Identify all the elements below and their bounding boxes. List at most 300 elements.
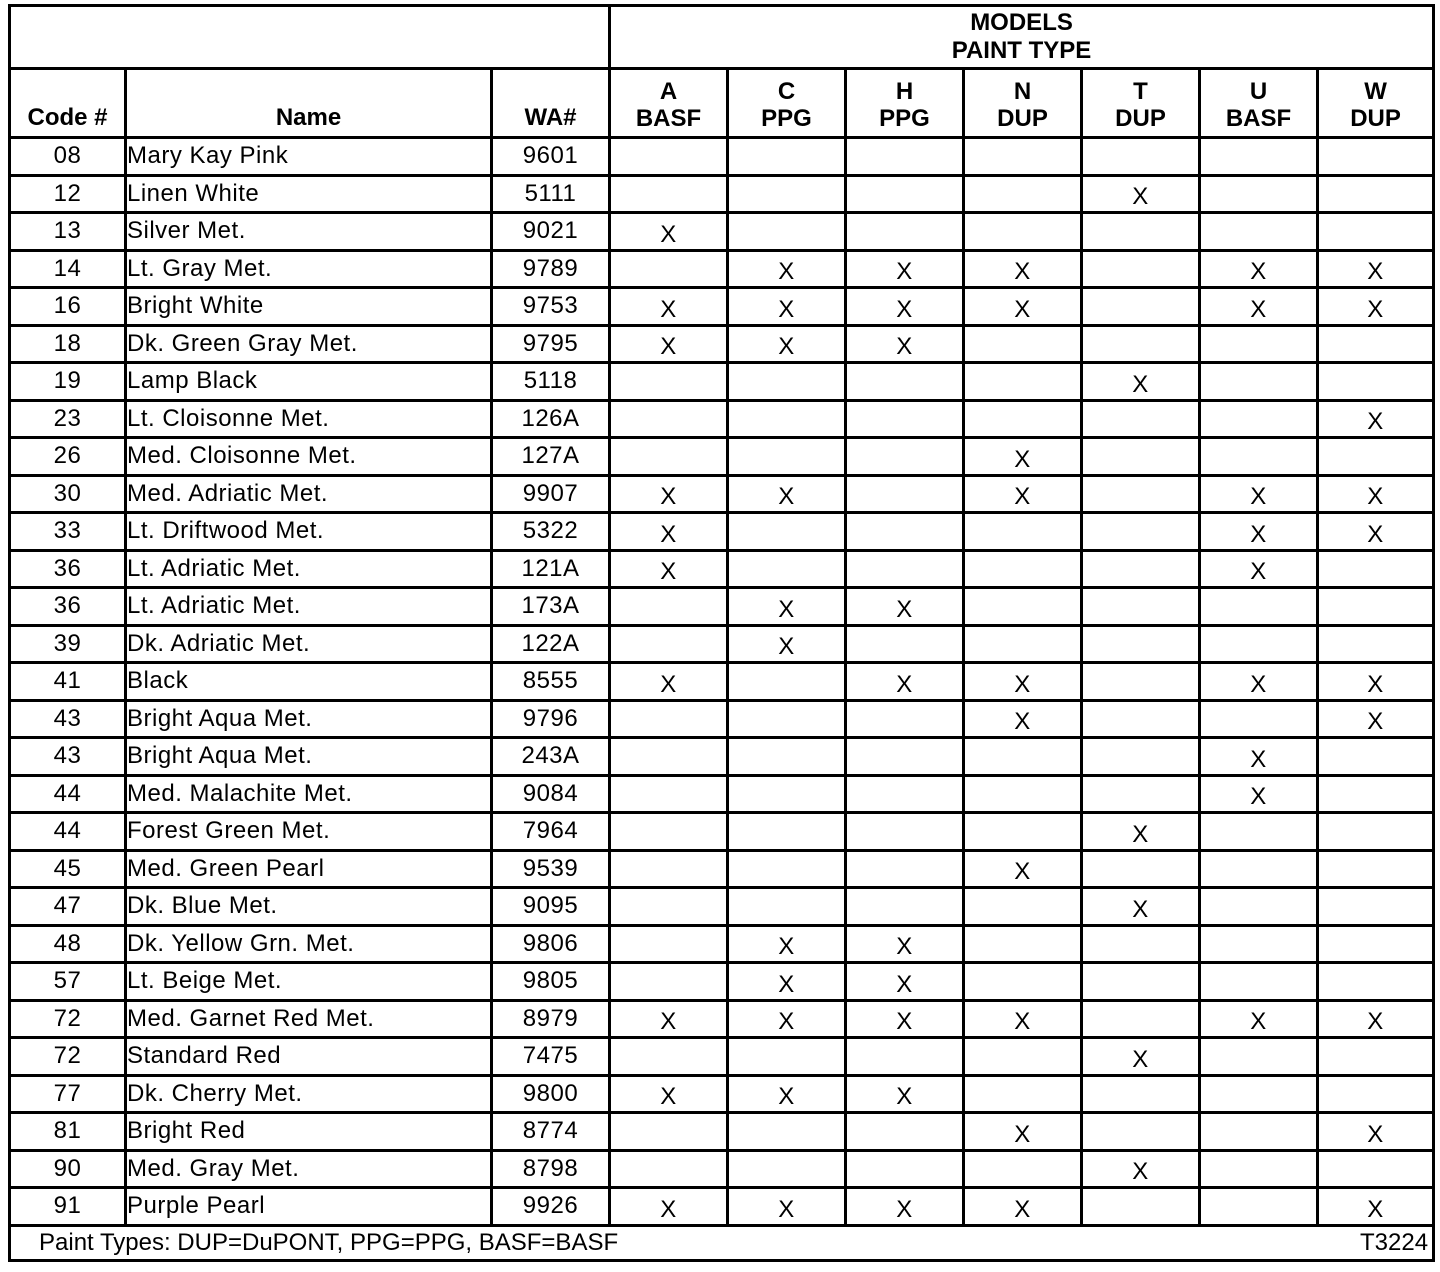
table-row <box>10 925 1434 963</box>
model-mark-cell-n: X <box>964 1113 1082 1151</box>
model-mark-cell-u <box>1200 400 1318 438</box>
name-cell: Med. Green Pearl <box>126 850 492 888</box>
code-cell: 48 <box>10 925 126 963</box>
model-mark-cell-h: X <box>846 250 964 288</box>
model-mark-cell-c <box>728 438 846 476</box>
model-mark-cell-h <box>846 475 964 513</box>
model-mark-cell-h: X <box>846 1075 964 1113</box>
model-mark-cell-t <box>1082 738 1200 776</box>
model-mark-cell-u <box>1200 963 1318 1001</box>
table-row <box>10 1188 1434 1226</box>
wa-cell: 5322 <box>492 513 610 551</box>
model-mark-cell-n: X <box>964 438 1082 476</box>
model-mark-cell-n: X <box>964 288 1082 326</box>
model-mark-cell-t <box>1082 325 1200 363</box>
model-mark-cell-n <box>964 325 1082 363</box>
code-cell: 14 <box>10 250 126 288</box>
wa-cell: 8774 <box>492 1113 610 1151</box>
model-mark-cell-w: X <box>1318 513 1434 551</box>
paint-code-table <box>8 4 1435 1262</box>
name-cell: Dk. Adriatic Met. <box>126 625 492 663</box>
model-mark-cell-u <box>1200 700 1318 738</box>
model-letter: N <box>1013 78 1032 105</box>
model-mark-cell-u <box>1200 1188 1318 1226</box>
code-cell: 33 <box>10 513 126 551</box>
model-mark-cell-t: X <box>1082 1150 1200 1188</box>
model-mark-cell-a <box>610 400 728 438</box>
model-mark-cell-w <box>1318 888 1434 926</box>
model-letter: T <box>1133 78 1148 105</box>
wa-cell: 9021 <box>492 213 610 251</box>
model-mark-cell-w <box>1318 625 1434 663</box>
model-mark-cell-h: X <box>846 325 964 363</box>
model-mark-cell-t <box>1082 138 1200 176</box>
paint-type-title: PAINT TYPE <box>951 37 1092 64</box>
table-row <box>10 513 1434 551</box>
model-mark-cell-n <box>964 400 1082 438</box>
model-mark-cell-a <box>610 250 728 288</box>
code-cell: 26 <box>10 438 126 476</box>
model-mark-cell-w <box>1318 813 1434 851</box>
name-cell: Lamp Black <box>126 363 492 401</box>
name-cell: Purple Pearl <box>126 1188 492 1226</box>
footer-cell <box>10 1225 1434 1260</box>
model-mark-cell-t <box>1082 1113 1200 1151</box>
code-cell: 23 <box>10 400 126 438</box>
model-mark-cell-u: X <box>1200 738 1318 776</box>
model-mark-cell-n: X <box>964 1188 1082 1226</box>
model-mark-cell-h <box>846 513 964 551</box>
table-row <box>10 850 1434 888</box>
code-cell: 47 <box>10 888 126 926</box>
model-mark-cell-u <box>1200 625 1318 663</box>
wa-cell: 8555 <box>492 663 610 701</box>
model-mark-cell-t <box>1082 775 1200 813</box>
table-row <box>10 1000 1434 1038</box>
model-mark-cell-u <box>1200 1038 1318 1076</box>
model-mark-cell-w <box>1318 588 1434 626</box>
model-mark-cell-w <box>1318 1150 1434 1188</box>
model-paint-type: PPG <box>761 105 812 132</box>
code-cell: 45 <box>10 850 126 888</box>
paint-type-legend: Paint Types: DUP=DuPONT, PPG=PPG, BASF=BASF <box>39 1228 619 1256</box>
paint-code-chart <box>8 4 1434 1260</box>
model-mark-cell-a: X <box>610 663 728 701</box>
table-row <box>10 813 1434 851</box>
model-mark-cell-t <box>1082 625 1200 663</box>
models-group-header <box>610 6 1434 69</box>
code-cell: 19 <box>10 363 126 401</box>
model-mark-cell-c <box>728 1150 846 1188</box>
model-mark-cell-c <box>728 175 846 213</box>
name-cell: Lt. Beige Met. <box>126 963 492 1001</box>
model-mark-cell-n <box>964 513 1082 551</box>
model-mark-cell-a: X <box>610 550 728 588</box>
model-paint-type: BASF <box>635 105 702 132</box>
model-paint-type: DUP <box>1115 105 1166 132</box>
model-column-header-t <box>1082 69 1200 138</box>
name-cell: Bright Red <box>126 1113 492 1151</box>
model-mark-cell-h <box>846 1038 964 1076</box>
model-mark-cell-h <box>846 1150 964 1188</box>
model-mark-cell-u <box>1200 813 1318 851</box>
code-cell: 39 <box>10 625 126 663</box>
wa-cell: 9084 <box>492 775 610 813</box>
wa-cell: 9795 <box>492 325 610 363</box>
blank-header-cell <box>10 6 610 69</box>
model-mark-cell-n <box>964 813 1082 851</box>
model-mark-cell-h <box>846 813 964 851</box>
model-mark-cell-h <box>846 175 964 213</box>
model-mark-cell-w: X <box>1318 1113 1434 1151</box>
model-mark-cell-t <box>1082 663 1200 701</box>
wa-cell: 9789 <box>492 250 610 288</box>
code-cell: 18 <box>10 325 126 363</box>
name-cell: Forest Green Met. <box>126 813 492 851</box>
table-row <box>10 625 1434 663</box>
model-mark-cell-w: X <box>1318 288 1434 326</box>
model-mark-cell-u: X <box>1200 663 1318 701</box>
model-mark-cell-u: X <box>1200 513 1318 551</box>
model-mark-cell-a <box>610 1038 728 1076</box>
table-row <box>10 250 1434 288</box>
model-mark-cell-a <box>610 888 728 926</box>
model-mark-cell-n <box>964 888 1082 926</box>
model-mark-cell-w: X <box>1318 663 1434 701</box>
code-cell: 44 <box>10 775 126 813</box>
wa-column-header: WA# <box>492 69 610 138</box>
model-mark-cell-c <box>728 513 846 551</box>
model-mark-cell-n <box>964 213 1082 251</box>
name-cell: Lt. Adriatic Met. <box>126 588 492 626</box>
model-mark-cell-c <box>728 700 846 738</box>
wa-cell: 9806 <box>492 925 610 963</box>
model-mark-cell-w <box>1318 363 1434 401</box>
model-mark-cell-a: X <box>610 475 728 513</box>
model-mark-cell-a: X <box>610 1075 728 1113</box>
table-row <box>10 738 1434 776</box>
model-mark-cell-n <box>964 138 1082 176</box>
model-mark-cell-t <box>1082 213 1200 251</box>
model-mark-cell-h <box>846 775 964 813</box>
code-cell: 08 <box>10 138 126 176</box>
model-mark-cell-u <box>1200 588 1318 626</box>
model-mark-cell-a <box>610 738 728 776</box>
model-letter: C <box>777 78 796 105</box>
model-mark-cell-t <box>1082 250 1200 288</box>
model-mark-cell-h: X <box>846 288 964 326</box>
model-mark-cell-a <box>610 925 728 963</box>
model-mark-cell-t <box>1082 700 1200 738</box>
table-row <box>10 475 1434 513</box>
model-mark-cell-u: X <box>1200 250 1318 288</box>
model-mark-cell-h <box>846 888 964 926</box>
wa-cell: 122A <box>492 625 610 663</box>
name-cell: Mary Kay Pink <box>126 138 492 176</box>
model-mark-cell-h <box>846 138 964 176</box>
model-mark-cell-w <box>1318 963 1434 1001</box>
wa-cell: 9753 <box>492 288 610 326</box>
model-mark-cell-t: X <box>1082 175 1200 213</box>
model-mark-cell-c: X <box>728 288 846 326</box>
code-cell: 16 <box>10 288 126 326</box>
wa-cell: 243A <box>492 738 610 776</box>
header-row-columns <box>10 69 1434 138</box>
code-cell: 44 <box>10 813 126 851</box>
model-mark-cell-u <box>1200 850 1318 888</box>
model-paint-type: PPG <box>879 105 930 132</box>
model-mark-cell-u <box>1200 925 1318 963</box>
table-row <box>10 438 1434 476</box>
wa-cell: 9907 <box>492 475 610 513</box>
model-column-header-h <box>846 69 964 138</box>
wa-cell: 7964 <box>492 813 610 851</box>
model-mark-cell-c <box>728 850 846 888</box>
name-column-header: Name <box>126 69 492 138</box>
model-mark-cell-n <box>964 775 1082 813</box>
name-cell: Dk. Blue Met. <box>126 888 492 926</box>
wa-cell: 9800 <box>492 1075 610 1113</box>
wa-cell: 8798 <box>492 1150 610 1188</box>
model-mark-cell-u <box>1200 138 1318 176</box>
model-mark-cell-c <box>728 400 846 438</box>
name-cell: Med. Adriatic Met. <box>126 475 492 513</box>
name-cell: Silver Met. <box>126 213 492 251</box>
model-mark-cell-w: X <box>1318 700 1434 738</box>
model-mark-cell-n <box>964 963 1082 1001</box>
model-mark-cell-a <box>610 850 728 888</box>
model-mark-cell-n: X <box>964 475 1082 513</box>
name-cell: Dk. Cherry Met. <box>126 1075 492 1113</box>
model-letter: W <box>1364 78 1387 105</box>
table-row <box>10 888 1434 926</box>
model-mark-cell-u <box>1200 363 1318 401</box>
model-mark-cell-a <box>610 700 728 738</box>
model-mark-cell-w: X <box>1318 1188 1434 1226</box>
table-row <box>10 663 1434 701</box>
model-mark-cell-c <box>728 813 846 851</box>
name-cell: Med. Garnet Red Met. <box>126 1000 492 1038</box>
model-mark-cell-w <box>1318 175 1434 213</box>
model-mark-cell-c: X <box>728 925 846 963</box>
model-mark-cell-u <box>1200 325 1318 363</box>
model-mark-cell-w <box>1318 1038 1434 1076</box>
model-mark-cell-t <box>1082 1000 1200 1038</box>
table-row <box>10 1075 1434 1113</box>
wa-cell: 7475 <box>492 1038 610 1076</box>
model-mark-cell-n <box>964 625 1082 663</box>
table-row <box>10 963 1434 1001</box>
model-mark-cell-c: X <box>728 588 846 626</box>
table-row <box>10 1113 1434 1151</box>
model-mark-cell-w: X <box>1318 1000 1434 1038</box>
name-cell: Standard Red <box>126 1038 492 1076</box>
wa-cell: 5111 <box>492 175 610 213</box>
name-cell: Med. Gray Met. <box>126 1150 492 1188</box>
footer-row <box>10 1225 1434 1260</box>
code-cell: 72 <box>10 1000 126 1038</box>
table-row <box>10 550 1434 588</box>
header-row-group <box>10 6 1434 69</box>
model-mark-cell-t <box>1082 513 1200 551</box>
model-mark-cell-t <box>1082 963 1200 1001</box>
name-cell: Linen White <box>126 175 492 213</box>
model-mark-cell-w <box>1318 850 1434 888</box>
model-mark-cell-n <box>964 550 1082 588</box>
model-mark-cell-t <box>1082 400 1200 438</box>
model-mark-cell-u: X <box>1200 550 1318 588</box>
model-mark-cell-h <box>846 700 964 738</box>
model-mark-cell-c: X <box>728 963 846 1001</box>
wa-cell: 126A <box>492 400 610 438</box>
model-mark-cell-c <box>728 738 846 776</box>
code-cell: 30 <box>10 475 126 513</box>
model-mark-cell-a: X <box>610 325 728 363</box>
model-paint-type: DUP <box>1350 105 1401 132</box>
model-mark-cell-n: X <box>964 663 1082 701</box>
table-row <box>10 775 1434 813</box>
model-mark-cell-w <box>1318 325 1434 363</box>
model-mark-cell-a <box>610 363 728 401</box>
model-mark-cell-w <box>1318 438 1434 476</box>
code-cell: 43 <box>10 700 126 738</box>
model-mark-cell-c <box>728 363 846 401</box>
name-cell: Black <box>126 663 492 701</box>
name-cell: Lt. Driftwood Met. <box>126 513 492 551</box>
model-mark-cell-u <box>1200 1075 1318 1113</box>
name-cell: Med. Cloisonne Met. <box>126 438 492 476</box>
model-mark-cell-n <box>964 1075 1082 1113</box>
model-mark-cell-a <box>610 963 728 1001</box>
model-mark-cell-n <box>964 1038 1082 1076</box>
model-mark-cell-n <box>964 175 1082 213</box>
model-mark-cell-w <box>1318 775 1434 813</box>
model-mark-cell-h <box>846 438 964 476</box>
name-cell: Bright Aqua Met. <box>126 700 492 738</box>
model-mark-cell-t: X <box>1082 1038 1200 1076</box>
model-mark-cell-h: X <box>846 663 964 701</box>
model-mark-cell-w <box>1318 738 1434 776</box>
model-mark-cell-u: X <box>1200 288 1318 326</box>
name-cell: Lt. Cloisonne Met. <box>126 400 492 438</box>
model-mark-cell-c: X <box>728 475 846 513</box>
model-paint-type: BASF <box>1225 105 1292 132</box>
model-mark-cell-a: X <box>610 513 728 551</box>
model-mark-cell-w: X <box>1318 250 1434 288</box>
model-mark-cell-w: X <box>1318 475 1434 513</box>
model-mark-cell-a <box>610 138 728 176</box>
model-mark-cell-h: X <box>846 925 964 963</box>
name-cell: Bright Aqua Met. <box>126 738 492 776</box>
model-mark-cell-a <box>610 438 728 476</box>
table-row <box>10 400 1434 438</box>
code-column-header: Code # <box>10 69 126 138</box>
model-mark-cell-c <box>728 775 846 813</box>
model-mark-cell-w <box>1318 213 1434 251</box>
name-cell: Dk. Green Gray Met. <box>126 325 492 363</box>
model-column-header-u <box>1200 69 1318 138</box>
model-mark-cell-u <box>1200 1113 1318 1151</box>
model-mark-cell-a <box>610 775 728 813</box>
model-mark-cell-w: X <box>1318 400 1434 438</box>
wa-cell: 9796 <box>492 700 610 738</box>
model-letter: A <box>659 78 678 105</box>
model-mark-cell-c <box>728 1038 846 1076</box>
model-mark-cell-c: X <box>728 1188 846 1226</box>
model-mark-cell-n: X <box>964 700 1082 738</box>
model-mark-cell-a <box>610 175 728 213</box>
model-column-header-n <box>964 69 1082 138</box>
model-mark-cell-c: X <box>728 1075 846 1113</box>
code-cell: 91 <box>10 1188 126 1226</box>
table-row <box>10 588 1434 626</box>
model-mark-cell-h: X <box>846 1188 964 1226</box>
model-letter: H <box>895 78 914 105</box>
model-mark-cell-n: X <box>964 250 1082 288</box>
model-mark-cell-c <box>728 213 846 251</box>
model-mark-cell-h: X <box>846 1000 964 1038</box>
model-mark-cell-n <box>964 1150 1082 1188</box>
code-cell: 41 <box>10 663 126 701</box>
name-cell: Med. Malachite Met. <box>126 775 492 813</box>
model-paint-type: DUP <box>997 105 1048 132</box>
model-mark-cell-c: X <box>728 625 846 663</box>
table-row <box>10 1150 1434 1188</box>
name-cell: Dk. Yellow Grn. Met. <box>126 925 492 963</box>
model-mark-cell-c <box>728 550 846 588</box>
model-mark-cell-t <box>1082 475 1200 513</box>
model-mark-cell-c: X <box>728 325 846 363</box>
code-cell: 90 <box>10 1150 126 1188</box>
table-row <box>10 700 1434 738</box>
model-mark-cell-h: X <box>846 963 964 1001</box>
model-mark-cell-h <box>846 738 964 776</box>
model-mark-cell-h <box>846 625 964 663</box>
model-mark-cell-u <box>1200 213 1318 251</box>
model-mark-cell-n <box>964 925 1082 963</box>
model-mark-cell-a: X <box>610 213 728 251</box>
model-mark-cell-t <box>1082 925 1200 963</box>
model-mark-cell-h <box>846 363 964 401</box>
wa-cell: 127A <box>492 438 610 476</box>
model-column-header-w <box>1318 69 1434 138</box>
model-mark-cell-h <box>846 1113 964 1151</box>
model-mark-cell-n <box>964 588 1082 626</box>
model-mark-cell-c <box>728 1113 846 1151</box>
model-mark-cell-t <box>1082 438 1200 476</box>
model-mark-cell-u: X <box>1200 475 1318 513</box>
table-row <box>10 213 1434 251</box>
model-mark-cell-w <box>1318 550 1434 588</box>
model-mark-cell-a <box>610 1150 728 1188</box>
model-mark-cell-a <box>610 1113 728 1151</box>
model-mark-cell-u: X <box>1200 1000 1318 1038</box>
model-column-header-a <box>610 69 728 138</box>
model-mark-cell-w <box>1318 925 1434 963</box>
table-row <box>10 363 1434 401</box>
wa-cell: 9601 <box>492 138 610 176</box>
wa-cell: 9095 <box>492 888 610 926</box>
model-mark-cell-n <box>964 363 1082 401</box>
models-title: MODELS <box>970 9 1073 36</box>
model-mark-cell-n: X <box>964 1000 1082 1038</box>
model-mark-cell-h: X <box>846 588 964 626</box>
model-mark-cell-c <box>728 888 846 926</box>
code-cell: 43 <box>10 738 126 776</box>
model-mark-cell-c <box>728 663 846 701</box>
model-mark-cell-a: X <box>610 1000 728 1038</box>
model-mark-cell-n: X <box>964 850 1082 888</box>
